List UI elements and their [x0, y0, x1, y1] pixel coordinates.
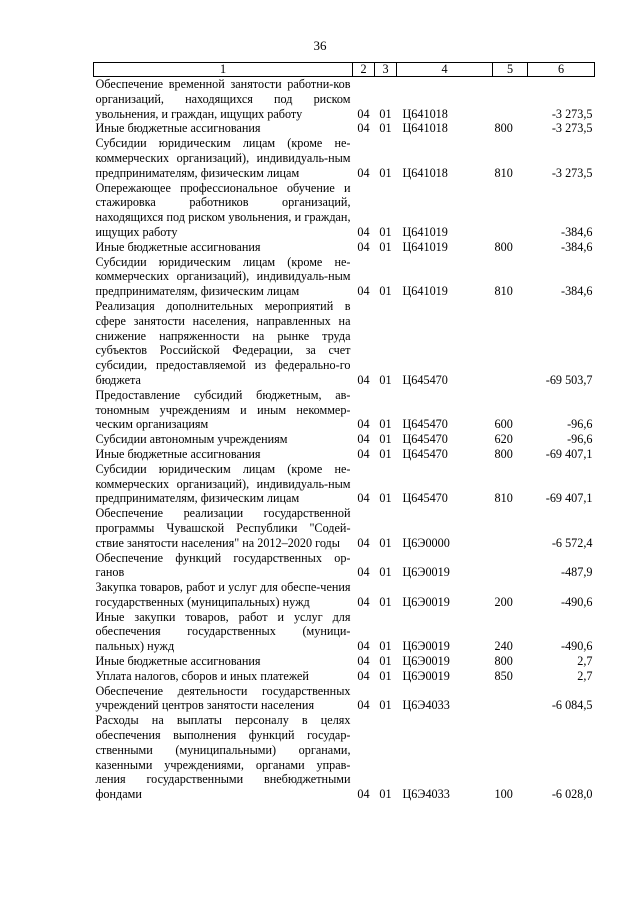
row-name: Реализация дополнительных мероприятий в сфере занятости населения, направленных на снижение напряженности на рынке труда субъектов Российской Федерации, за счет субсидии, предоставляемой из федерально-го бюджета [95, 298, 351, 387]
row-target-article: Ц6Э0019 [402, 668, 450, 683]
row-target-article: Ц645470 [402, 446, 448, 461]
row-amount: -6 084,5 [551, 698, 593, 713]
row-target-article: Ц6Э0000 [402, 535, 450, 550]
budget-table [93, 62, 595, 802]
row-amount: -487,9 [561, 565, 593, 580]
row-amount: -384,6 [561, 239, 593, 254]
header-col-2: 2 [353, 63, 375, 77]
table-row [94, 77, 595, 122]
row-section: 04 [357, 787, 370, 802]
row-expense-type [493, 506, 528, 550]
row-expense-type [493, 551, 528, 581]
row-name: Субсидии юридическим лицам (кроме не-коммерческих организаций), индивидуаль-ным предпринимателям, физическим лицам [95, 461, 351, 506]
row-subsection: 01 [379, 594, 392, 609]
row-subsection: 01 [379, 106, 392, 121]
row-expense-type [493, 684, 528, 714]
row-amount: -69 503,7 [545, 372, 593, 387]
table-row [94, 551, 595, 581]
table-row [94, 447, 595, 462]
row-amount: -490,6 [561, 639, 593, 654]
row-name: Иные бюджетные ассигнования [95, 446, 261, 461]
row-target-article: Ц645470 [402, 432, 448, 447]
row-section: 04 [357, 372, 370, 387]
row-name: Субсидии юридическим лицам (кроме не-коммерческих организаций), индивидуаль-ным предпринимателям, физическим лицам [95, 254, 351, 299]
row-name: Иные бюджетные ассигнования [95, 654, 261, 669]
row-expense-type: 810 [494, 165, 513, 180]
row-section: 04 [357, 446, 370, 461]
page-number: 36 [313, 38, 327, 53]
table-row [94, 255, 595, 299]
row-expense-type: 810 [494, 284, 513, 299]
row-subsection: 01 [379, 446, 392, 461]
row-subsection: 01 [379, 239, 392, 254]
row-expense-type: 100 [494, 787, 513, 802]
table-row [94, 580, 595, 610]
row-subsection: 01 [379, 668, 392, 683]
row-section: 04 [357, 535, 370, 550]
row-name: Обеспечение реализации государственной программы Чувашской Республики "Содей-ствие занятости населения" на 2012–2020 годы [95, 506, 351, 550]
table-row [94, 610, 595, 654]
row-subsection: 01 [379, 639, 392, 654]
header-col-4: 4 [397, 63, 493, 77]
row-section: 04 [357, 165, 370, 180]
row-name: Обеспечение функций государственных ор-ганов [95, 550, 351, 580]
row-target-article: Ц6Э4033 [402, 698, 450, 713]
row-expense-type: 800 [494, 121, 513, 136]
row-expense-type: 800 [494, 239, 513, 254]
table-row [94, 136, 595, 180]
row-target-article: Ц6Э0019 [402, 594, 450, 609]
row-target-article: Ц641018 [402, 121, 448, 136]
row-target-article: Ц6Э0019 [402, 639, 450, 654]
row-subsection: 01 [379, 165, 392, 180]
row-name: Иные бюджетные ассигнования [95, 239, 261, 254]
row-amount: -490,6 [561, 594, 593, 609]
table-body [94, 77, 595, 803]
row-section: 04 [357, 654, 370, 669]
row-target-article: Ц6Э4033 [402, 787, 450, 802]
row-target-article: Ц6Э0019 [402, 565, 450, 580]
row-amount: -69 407,1 [545, 446, 593, 461]
table-row [94, 432, 595, 447]
row-subsection: 01 [379, 417, 392, 432]
table-row [94, 654, 595, 669]
header-col-1: 1 [94, 63, 353, 77]
row-section: 04 [357, 491, 370, 506]
table-row [94, 181, 595, 240]
row-target-article: Ц645470 [402, 417, 448, 432]
row-section: 04 [357, 698, 370, 713]
row-amount: -96,6 [567, 432, 593, 447]
row-amount: -3 273,5 [551, 106, 593, 121]
row-amount: -6 572,4 [551, 535, 593, 550]
table-row [94, 713, 595, 802]
row-subsection: 01 [379, 698, 392, 713]
row-subsection: 01 [379, 654, 392, 669]
row-name: Расходы на выплаты персоналу в целях обеспечения выполнения функций государ-ственными (муниципальными) органами, казенными учреждениями, органами управ-ления государственными внебюджетными фондами [95, 713, 351, 802]
table-row [94, 388, 595, 432]
row-name: Обеспечение временной занятости работни-ков организаций, находящихся под риском увольнения, и граждан, ищущих работу [95, 77, 351, 121]
row-amount: -3 273,5 [551, 121, 593, 136]
row-amount: -384,6 [561, 224, 593, 239]
row-section: 04 [357, 565, 370, 580]
row-amount: -69 407,1 [545, 491, 593, 506]
row-expense-type: 600 [494, 417, 513, 432]
row-section: 04 [357, 239, 370, 254]
table-header [94, 63, 595, 77]
row-name: Уплата налогов, сборов и иных платежей [95, 668, 309, 683]
header-col-6: 6 [528, 63, 595, 77]
row-name: Предоставление субсидий бюджетным, ав-тономным учреждениям и иным некоммер-ческим организациям [95, 387, 351, 432]
row-target-article: Ц6Э0019 [402, 654, 450, 669]
row-target-article: Ц641018 [402, 106, 448, 121]
row-amount: -96,6 [567, 417, 593, 432]
row-section: 04 [357, 121, 370, 136]
row-subsection: 01 [379, 121, 392, 136]
header-col-3: 3 [375, 63, 397, 77]
row-amount: 2,7 [577, 668, 593, 683]
row-expense-type [493, 77, 528, 122]
row-section: 04 [357, 639, 370, 654]
row-target-article: Ц641018 [402, 165, 448, 180]
row-subsection: 01 [379, 535, 392, 550]
row-section: 04 [357, 284, 370, 299]
row-expense-type: 800 [494, 654, 513, 669]
row-expense-type: 850 [494, 668, 513, 683]
row-section: 04 [357, 594, 370, 609]
row-subsection: 01 [379, 224, 392, 239]
row-target-article: Ц645470 [402, 491, 448, 506]
row-section: 04 [357, 224, 370, 239]
row-subsection: 01 [379, 432, 392, 447]
row-subsection: 01 [379, 284, 392, 299]
table-row [94, 121, 595, 136]
row-name: Субсидии автономным учреждениям [95, 432, 288, 447]
table-row [94, 240, 595, 255]
row-target-article: Ц645470 [402, 372, 448, 387]
table-row [94, 462, 595, 506]
row-name: Иные бюджетные ассигнования [95, 121, 261, 136]
row-amount: 2,7 [577, 654, 593, 669]
row-section: 04 [357, 668, 370, 683]
row-name: Иные закупки товаров, работ и услуг для обеспечения государственных (муници-пальных) нужд [95, 609, 351, 654]
row-section: 04 [357, 417, 370, 432]
row-amount: -3 273,5 [551, 165, 593, 180]
row-subsection: 01 [379, 565, 392, 580]
row-subsection: 01 [379, 372, 392, 387]
row-target-article: Ц641019 [402, 284, 448, 299]
row-section: 04 [357, 432, 370, 447]
row-expense-type: 810 [494, 491, 513, 506]
row-expense-type [493, 299, 528, 388]
table-row [94, 669, 595, 684]
table-row [94, 299, 595, 388]
row-subsection: 01 [379, 787, 392, 802]
row-section: 04 [357, 106, 370, 121]
row-amount: -6 028,0 [551, 787, 593, 802]
row-expense-type: 240 [494, 639, 513, 654]
row-name: Субсидии юридическим лицам (кроме не-коммерческих организаций), индивидуаль-ным предпринимателям, физическим лицам [95, 136, 351, 180]
row-subsection: 01 [379, 491, 392, 506]
row-expense-type: 200 [494, 594, 513, 609]
row-amount: -384,6 [561, 284, 593, 299]
header-col-5: 5 [493, 63, 528, 77]
row-name: Обеспечение деятельности государственных учреждений центров занятости населения [95, 683, 351, 713]
table-row [94, 506, 595, 550]
row-expense-type [493, 181, 528, 240]
row-expense-type: 800 [494, 446, 513, 461]
row-expense-type: 620 [494, 432, 513, 447]
row-name: Закупка товаров, работ и услуг для обеспе-чения государственных (муниципальных) нужд [95, 580, 351, 609]
row-target-article: Ц641019 [402, 239, 448, 254]
row-target-article: Ц641019 [402, 224, 448, 239]
row-name: Опережающее профессиональное обучение и стажировка работников организаций, находящихся под риском увольнения, и граждан, ищущих работу [95, 180, 351, 239]
table-row [94, 684, 595, 714]
